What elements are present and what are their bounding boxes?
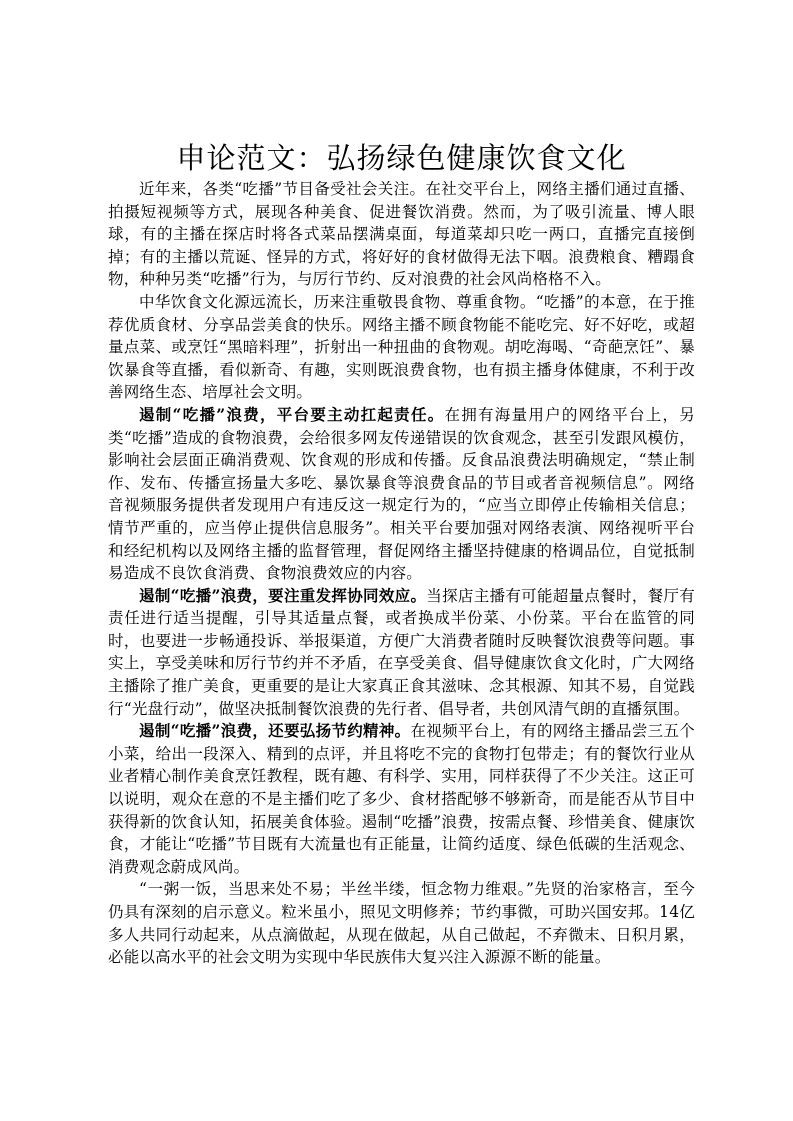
paragraph-3-lead: 遏制“吃播”浪费，平台要主动扛起责任。 [139, 404, 445, 424]
paragraph-6 [108, 878, 695, 968]
paragraph-5-text: 在视频平台上，有的网络主播品尝三五个小菜，给出一段深入、精到的点评，并且将吃不完的食物打包带走；有的餐饮行业从业者精心制作美食烹饪教程，既有趣、有科学、实用，同样获得了不少关注。这正可以说明，观众在意的不是主播们吃了多少、食材搭配够不够新奇，而是能否从节目中获得新的饮食认知，拓展美食体验。遏制“吃播”浪费，按需点餐、珍惜美食、健康饮食，才能让“吃播”节目既有大流量也有正能量，让简约适度、绿色低碳的生活观念、消费观念蔚成风尚。 [108, 722, 695, 876]
document-page [108, 138, 695, 969]
paragraph-5-lead: 遏制“吃播”浪费，还要弘扬节约精神。 [139, 721, 411, 741]
paragraph-3-text: 在拥有海量用户的网络平台上，另类“吃播”造成的食物浪费，会给很多网友传递错误的饮食观念，甚至引发跟风模仿，影响社会层面正确消费观、饮食观的形成和传播。反食品浪费法明确规定，“禁止制作、发布、传播宣扬量大多吃、暴饮暴食等浪费食品的节目或者音视频信息”。网络音视频服务提供者发现用户有违反这一规定行为的，“应当立即停止传输相关信息；情节严重的，应当停止提供信息服务”。相关平台要加强对网络表演、网络视听平台和经纪机构以及网络主播的监督管理，督促网络主播坚持健康的格调品位，自觉抵制易造成不良饮食消费、食物浪费效应的内容。 [108, 405, 695, 583]
paragraph-4-lead: 遏制“吃播”浪费，要注重发挥协同效应。 [139, 585, 427, 605]
paragraph-2 [108, 291, 695, 404]
paragraph-1 [108, 178, 695, 291]
paragraph-4 [108, 585, 695, 721]
paragraph-2-text: 中华饮食文化源远流长，历来注重敬畏食物、尊重食物。“吃播”的本意，在于推荐优质食材、分享品尝美食的快乐。网络主播不顾食物能不能吃完、好不好吃，或超量点菜、或烹饪“黑暗料理”，折射出一种扭曲的食物观。胡吃海喝、“奇葩烹饪”、暴饮暴食等直播，看似新奇、有趣，实则既浪费食物，也有损主播身体健康，不利于改善网络生态、培厚社会文明。 [108, 292, 695, 402]
paragraph-1-text: 近年来，各类“吃播”节目备受社会关注。在社交平台上，网络主播们通过直播、拍摄短视频等方式，展现各种美食、促进餐饮消费。然而，为了吸引流量、博人眼球，有的主播在探店时将各式菜品摆满桌面，每道菜却只吃一两口，直播完直接倒掉；有的主播以荒诞、怪异的方式，将好好的食材做得无法下咽。浪费粮食、糟蹋食物，种种另类“吃播”行为，与厉行节约、反对浪费的社会风尚格格不入。 [108, 180, 695, 289]
document-title: 申论范文：弘扬绿色健康饮食文化 [176, 141, 627, 175]
paragraph-4-text: 当探店主播有可能超量点餐时，餐厅有责任进行适当提醒，引导其适量点餐，或者换成半份菜、小份菜。平台在监管的同时，也要进一步畅通投诉、举报渠道，方便广大消费者随时反映餐饮浪费等问题。事实上，享受美味和厉行节约并不矛盾，在享受美食、倡导健康饮食文化时，广大网络主播除了推广美食，更重要的是让大家真正食其滋味、念其根源、知其不易，自觉践行“光盘行动”，做坚决抵制餐饮浪费的先行者、倡导者，共创风清气朗的直播氛围。 [108, 586, 695, 718]
paragraph-3 [108, 404, 695, 585]
paragraph-6-text: “一粥一饭，当思来处不易；半丝半缕，恒念物力维艰。”先贤的治家格言，至今仍具有深刻的启示意义。粒米虽小，照见文明修养；节约事微，可助兴国安邦。14亿多人共同行动起来，从点滴做起，从现在做起，从自己做起，不弃微末、日积月累，必能以高水平的社会文明为实现中华民族伟大复兴注入源源不断的能量。 [108, 880, 695, 967]
paragraph-5 [108, 720, 695, 878]
